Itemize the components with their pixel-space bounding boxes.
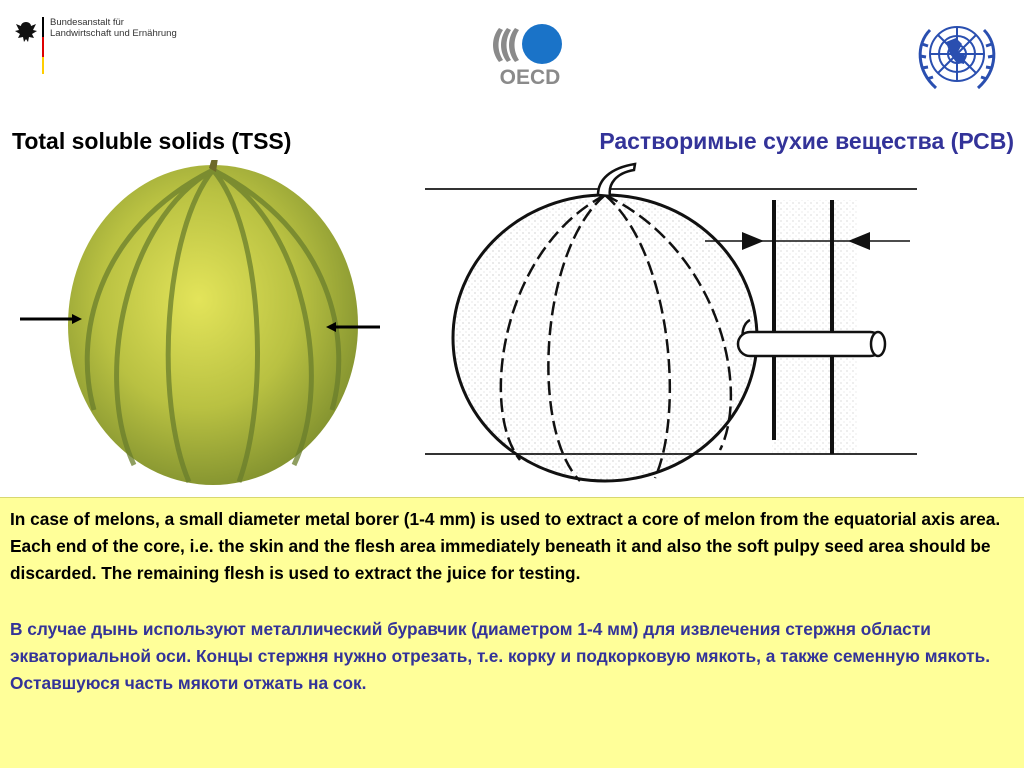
federal-eagle-icon <box>15 22 37 42</box>
description-english: In case of melons, a small diameter metal borer (1-4 mm) is used to extract a core of melon from the equatorial axis area. Each end of the core, i.e. the skin and the flesh area immediately beneath it and also the soft pulpy seed area should be discarded. The remaining flesh is used to extract the juice for testing. <box>10 509 1001 583</box>
marker-arrow-left-icon <box>742 232 764 250</box>
un-continents-icon <box>946 38 966 64</box>
flag-bar-black <box>42 17 44 37</box>
oecd-globe-icon <box>522 24 562 64</box>
core-cylinder-icon <box>738 332 885 356</box>
melon-outline <box>453 195 757 481</box>
flag-bar-gold <box>42 57 44 74</box>
melon-photo <box>14 160 394 490</box>
arrow-left-icon <box>20 314 82 324</box>
institution-name <box>50 17 177 39</box>
title-russian: Растворимые сухие вещества (РСВ) <box>599 128 1014 154</box>
melon-stem-icon <box>598 164 635 196</box>
institution-line-1: Bundesanstalt für <box>50 17 124 28</box>
flag-bar-red <box>42 37 44 57</box>
description-russian: В случае дынь используют металлический буравчик (диаметром 1-4 мм) для извлечения стержня области экваториальной оси. Концы стержня нужно отрезать, т.е. корку и подкорковую мякоть, а также семенную мякоть. Оставшуюся часть мякоти отжать на сок. <box>10 619 991 693</box>
oecd-logo <box>490 18 570 90</box>
melon-coring-diagram <box>420 160 920 490</box>
oecd-wordmark: OECD <box>499 66 561 89</box>
oecd-arcs-icon <box>493 28 519 62</box>
melon-body <box>68 165 358 485</box>
institution-line-2: Landwirtschaft und Ernährung <box>50 28 177 39</box>
un-emblem <box>912 14 1002 98</box>
description-box <box>0 497 1024 768</box>
title-english: Total soluble solids (TSS) <box>12 128 292 154</box>
